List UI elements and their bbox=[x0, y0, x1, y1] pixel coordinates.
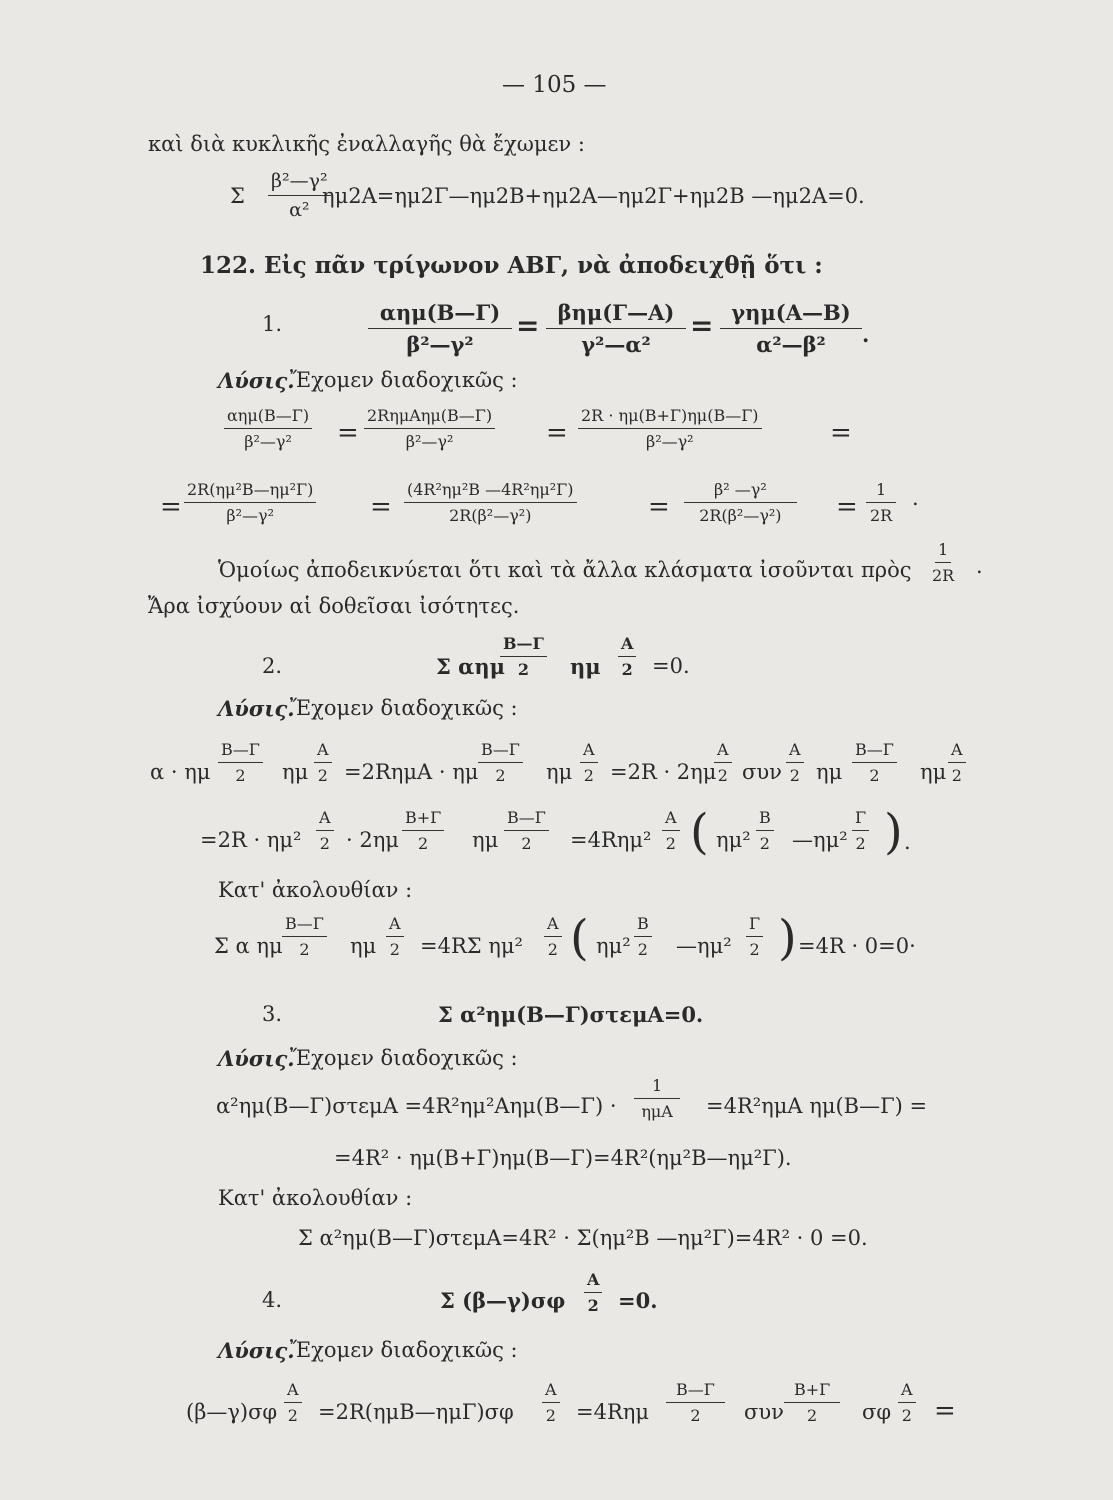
item2-l2-ff-den: 2 bbox=[855, 834, 866, 853]
item2-frac-2 bbox=[618, 634, 636, 679]
item1-s2b-num: (4R²ημ²Β —4R²ημ²Γ) bbox=[404, 480, 577, 503]
item1-s2-eq-1: = bbox=[370, 492, 392, 522]
item2-label: 2. bbox=[262, 654, 283, 678]
item2-l3-fe-num: Γ bbox=[746, 914, 763, 937]
item1-s1-frac-c bbox=[578, 406, 762, 451]
item1-s2-frac-c bbox=[684, 480, 797, 525]
item2-left: Σ αημ bbox=[436, 654, 505, 679]
item2-l3-p2: ημ bbox=[350, 934, 377, 958]
item3-statement: Σ α²ημ(Β—Γ)στεμΑ=0. bbox=[438, 1002, 704, 1027]
item2-l3-fb-num: Α bbox=[386, 914, 404, 937]
item1-s2d-num: 1 bbox=[866, 480, 896, 503]
intro-text: καὶ διὰ κυκλικῆς ἐναλλαγῆς θὰ ἔχωμεν : bbox=[148, 132, 585, 156]
item4-frac bbox=[584, 1270, 602, 1315]
item4-l1-p5: σφ bbox=[862, 1400, 892, 1424]
item2-l2-fa-den: 2 bbox=[319, 834, 330, 853]
item1-fraction-1 bbox=[368, 300, 512, 357]
item2-l2-close-paren: ) bbox=[884, 804, 903, 860]
item3-consequently: Κατ' ἀκολουθίαν : bbox=[218, 1186, 413, 1210]
item4-solution-label: Λύσις. bbox=[218, 1338, 295, 1363]
item2-l3-p3: =4RΣ ημ² bbox=[420, 934, 523, 958]
item2-l1-fe-den: 2 bbox=[717, 766, 728, 785]
item2-l2-p5: ημ² bbox=[716, 828, 751, 852]
item1-sim-frac bbox=[932, 540, 954, 585]
item4-l1-fb-num: Α bbox=[542, 1380, 560, 1403]
item2-l2-open-paren: ( bbox=[690, 804, 709, 860]
item1-s1-frac-a bbox=[224, 406, 312, 451]
item1-s2-frac-d bbox=[866, 480, 896, 525]
item2-solution-label: Λύσις. bbox=[218, 696, 295, 721]
item2-l1-ff-num: Α bbox=[786, 740, 804, 763]
intro-frac-num: β²—γ² bbox=[268, 170, 331, 196]
item2-l3-fb-den: 2 bbox=[389, 940, 400, 959]
item2-l3-fa-num: Β—Γ bbox=[282, 914, 327, 937]
item2-l1-fh-den: 2 bbox=[951, 766, 962, 785]
item2-l2-fb-num: Β+Γ bbox=[402, 808, 444, 831]
item2-l2-p6: —ημ² bbox=[792, 828, 848, 852]
item1-s2d-den: 2R bbox=[869, 506, 893, 525]
item1-f1-num: αημ(Β—Γ) bbox=[368, 300, 512, 329]
item2-f1-den: 2 bbox=[517, 660, 530, 679]
item2-solution-text: Ἔχομεν διαδοχικῶς : bbox=[290, 696, 518, 720]
item3-l1-f-den: ημΑ bbox=[641, 1102, 673, 1121]
item4-l1-fc bbox=[666, 1380, 725, 1425]
item4-l1-fb-den: 2 bbox=[545, 1406, 556, 1425]
item2-l3-fd bbox=[634, 914, 652, 959]
item2-l2-fb-den: 2 bbox=[418, 834, 429, 853]
item4-l1-fe-num: Α bbox=[898, 1380, 916, 1403]
item2-l1-ff-den: 2 bbox=[789, 766, 800, 785]
item2-l1-fe bbox=[714, 740, 732, 785]
item2-l1-fd-num: Α bbox=[580, 740, 598, 763]
intro-sigma: Σ bbox=[230, 184, 245, 208]
item2-l1-fd bbox=[580, 740, 598, 785]
item2-l2-fe bbox=[756, 808, 774, 853]
item2-l1-fh-num: Α bbox=[948, 740, 966, 763]
item2-l1-p6: συν bbox=[742, 760, 782, 784]
item2-l3-fc bbox=[544, 914, 562, 959]
item2-l1-fe-num: Α bbox=[714, 740, 732, 763]
item2-l1-fa-den: 2 bbox=[235, 766, 246, 785]
item2-l2-fb bbox=[402, 808, 444, 853]
item2-l3-p5: —ημ² bbox=[676, 934, 732, 958]
item1-fraction-3 bbox=[720, 300, 862, 357]
item2-l2-fe-den: 2 bbox=[759, 834, 770, 853]
item4-l1-fe bbox=[898, 1380, 916, 1425]
item2-l3-open-paren: ( bbox=[570, 910, 589, 966]
item2-right: =0. bbox=[652, 654, 690, 678]
item2-l2-fc-num: Β—Γ bbox=[504, 808, 549, 831]
item2-l3-p1: Σ α ημ bbox=[214, 934, 283, 958]
item4-l1-fb bbox=[542, 1380, 560, 1425]
item4-l1-fd-den: 2 bbox=[807, 1406, 818, 1425]
item2-l1-fb-den: 2 bbox=[317, 766, 328, 785]
item1-s2-eq-3: = bbox=[836, 492, 858, 522]
item1-label: 1. bbox=[262, 312, 283, 336]
item3-l1-frac bbox=[634, 1076, 680, 1121]
item2-f2-den: 2 bbox=[621, 660, 633, 679]
item1-solution-text: Ἔχομεν διαδοχικῶς : bbox=[290, 368, 518, 392]
item4-l1-fa-den: 2 bbox=[287, 1406, 298, 1425]
item2-f1-num: Β—Γ bbox=[500, 634, 547, 657]
page-number: — 105 — bbox=[502, 72, 607, 98]
item1-s2-end: . bbox=[912, 486, 919, 510]
item2-l1-fb bbox=[314, 740, 332, 785]
intro-frac-den: α² bbox=[289, 199, 310, 221]
item1-s1a-den: β²—γ² bbox=[244, 432, 292, 451]
item1-f3-den: α²—β² bbox=[756, 332, 826, 357]
item4-f-num: Α bbox=[584, 1270, 602, 1293]
item2-l2-fa bbox=[316, 808, 334, 853]
intro-rhs: ημ2Α=ημ2Γ—ημ2Β+ημ2Α—ημ2Γ+ημ2Β —ημ2Α=0. bbox=[322, 184, 865, 208]
item1-s1-eq-3: = bbox=[830, 418, 852, 448]
item1-eq-2: = bbox=[690, 309, 714, 342]
item2-l2-fc bbox=[504, 808, 549, 853]
item4-left: Σ (β—γ)σφ bbox=[440, 1288, 566, 1313]
item2-l3-fe bbox=[746, 914, 763, 959]
item3-l1-right: =4R²ημΑ ημ(Β—Γ) = bbox=[706, 1094, 928, 1118]
item1-s1-frac-b bbox=[364, 406, 495, 451]
item1-end: . bbox=[862, 322, 870, 347]
item2-l3-fd-den: 2 bbox=[637, 940, 648, 959]
item2-l3-fe-den: 2 bbox=[749, 940, 760, 959]
item4-right: =0. bbox=[618, 1288, 658, 1313]
item2-l1-fg-num: Β—Γ bbox=[852, 740, 897, 763]
item4-l1-fc-den: 2 bbox=[690, 1406, 701, 1425]
item2-mid: ημ bbox=[570, 654, 601, 679]
item2-l3-fa bbox=[282, 914, 327, 959]
item1-s1b-den: β²—γ² bbox=[405, 432, 454, 451]
item2-l1-p5: =2R · 2ημ bbox=[610, 760, 717, 784]
item1-f1-den: β²—γ² bbox=[406, 332, 474, 357]
item1-f2-den: γ²—α² bbox=[581, 332, 651, 357]
item1-eq-1: = bbox=[516, 309, 540, 342]
item1-solution-label: Λύσις. bbox=[218, 368, 295, 393]
item2-l1-p4: ημ bbox=[546, 760, 573, 784]
item3-solution-text: Ἔχομεν διαδοχικῶς : bbox=[290, 1046, 518, 1070]
item1-s2a-den: β²—γ² bbox=[226, 506, 274, 525]
item2-l3-end: =4R · 0=0· bbox=[798, 934, 916, 958]
item4-l1-p2: =2R(ημΒ—ημΓ)σφ bbox=[318, 1400, 514, 1424]
item2-l3-fa-den: 2 bbox=[299, 940, 310, 959]
item4-solution-text: Ἔχομεν διαδοχικῶς : bbox=[290, 1338, 518, 1362]
item4-l1-end: = bbox=[934, 1396, 956, 1426]
item1-similarly: Ὁμοίως ἀποδεικνύεται ὅτι καὶ τὰ ἄλλα κλάσματα ἰσοῦνται πρὸς bbox=[218, 558, 912, 582]
item2-l2-ff bbox=[852, 808, 869, 853]
item2-l2-fd-num: Α bbox=[662, 808, 680, 831]
item2-l1-fb-num: Α bbox=[314, 740, 332, 763]
item2-l1-fd-den: 2 bbox=[583, 766, 594, 785]
item2-l2-p4: =4Rημ² bbox=[570, 828, 652, 852]
item2-l1-p3: =2RημΑ · ημ bbox=[344, 760, 479, 784]
item2-l2-fc-den: 2 bbox=[521, 834, 532, 853]
item2-l1-fa bbox=[218, 740, 263, 785]
item1-s1-eq-1: = bbox=[337, 418, 359, 448]
item2-l1-p1: α · ημ bbox=[150, 760, 211, 784]
item1-s2c-den: 2R(β²—γ²) bbox=[699, 506, 782, 525]
item4-l1-fc-num: Β—Γ bbox=[666, 1380, 725, 1403]
item1-fraction-2 bbox=[546, 300, 686, 357]
item3-l3: Σ α²ημ(Β—Γ)στεμΑ=4R² · Σ(ημ²Β —ημ²Γ)=4R² · 0 =0. bbox=[298, 1226, 868, 1250]
item4-l1-p4: συν bbox=[744, 1400, 784, 1424]
item2-l3-fc-num: Α bbox=[544, 914, 562, 937]
item1-s2b-den: 2R(β²—γ²) bbox=[449, 506, 532, 525]
item2-l1-fg bbox=[852, 740, 897, 785]
item2-l1-p7: ημ bbox=[816, 760, 843, 784]
item2-l3-fb bbox=[386, 914, 404, 959]
item3-solution-label: Λύσις. bbox=[218, 1046, 295, 1071]
item4-f-den: 2 bbox=[587, 1296, 599, 1315]
item2-l3-close-paren: ) bbox=[778, 910, 797, 966]
item4-l1-p3: =4Rημ bbox=[576, 1400, 649, 1424]
item2-consequently: Κατ' ἀκολουθίαν : bbox=[218, 878, 413, 902]
item1-sim-num: 1 bbox=[935, 540, 951, 563]
item2-l2-fa-num: Α bbox=[316, 808, 334, 831]
item1-sim-den: 2R bbox=[932, 566, 955, 585]
item4-label: 4. bbox=[262, 1288, 283, 1312]
item1-s2a-num: 2R(ημ²Β—ημ²Γ) bbox=[184, 480, 316, 503]
item4-l1-fd-num: Β+Γ bbox=[784, 1380, 840, 1403]
item2-l2-fd bbox=[662, 808, 680, 853]
item2-l2-p3: ημ bbox=[472, 828, 499, 852]
item1-s2-eq-0: = bbox=[160, 492, 182, 522]
item2-l1-fg-den: 2 bbox=[869, 766, 880, 785]
item1-s1-eq-2: = bbox=[546, 418, 568, 448]
item2-l3-fc-den: 2 bbox=[547, 940, 558, 959]
item4-l1-p1: (β—γ)σφ bbox=[186, 1400, 278, 1424]
item2-l1-p2: ημ bbox=[282, 760, 309, 784]
item2-l1-fc bbox=[478, 740, 523, 785]
item1-s1c-den: β²—γ² bbox=[645, 432, 694, 451]
item2-frac-1 bbox=[500, 634, 547, 679]
item1-f3-num: γημ(Α—Β) bbox=[720, 300, 862, 329]
item2-l1-fh bbox=[948, 740, 966, 785]
item1-s2-frac-a bbox=[184, 480, 316, 525]
item4-l1-fd bbox=[784, 1380, 840, 1425]
item2-l2-p2: · 2ημ bbox=[346, 828, 399, 852]
item1-s2c-num: β² —γ² bbox=[684, 480, 797, 503]
item1-sim-end: . bbox=[976, 554, 983, 578]
item1-s1c-num: 2R · ημ(Β+Γ)ημ(Β—Γ) bbox=[578, 406, 762, 429]
item4-l1-fe-den: 2 bbox=[901, 1406, 912, 1425]
item3-l1-f-num: 1 bbox=[634, 1076, 680, 1099]
item3-l1-left: α²ημ(Β—Γ)στεμΑ =4R²ημ²Αημ(Β—Γ) · bbox=[216, 1094, 617, 1118]
item1-s2-frac-b bbox=[404, 480, 577, 525]
item2-l1-fa-num: Β—Γ bbox=[218, 740, 263, 763]
item1-s2-eq-2: = bbox=[648, 492, 670, 522]
item2-l1-ff bbox=[786, 740, 804, 785]
item1-s1a-num: αημ(Β—Γ) bbox=[224, 406, 312, 429]
item2-l1-p8: ημ bbox=[920, 760, 947, 784]
item2-l3-p4: ημ² bbox=[596, 934, 631, 958]
item2-l2-p1: =2R · ημ² bbox=[200, 828, 302, 852]
problem-heading: 122. Εἰς πᾶν τρίγωνον ΑΒΓ, νὰ ἀποδειχθῇ ὅτι : bbox=[200, 252, 823, 279]
item2-f2-num: Α bbox=[618, 634, 636, 657]
item2-l1-fc-num: Β—Γ bbox=[478, 740, 523, 763]
item2-l1-fc-den: 2 bbox=[495, 766, 506, 785]
item1-therefore: Ἄρα ἰσχύουν αἱ δοθεῖσαι ἰσότητες. bbox=[148, 594, 520, 618]
item2-l2-ff-num: Γ bbox=[852, 808, 869, 831]
item3-l2: =4R² · ημ(Β+Γ)ημ(Β—Γ)=4R²(ημ²Β—ημ²Γ). bbox=[334, 1146, 792, 1170]
item4-l1-fa-num: Α bbox=[284, 1380, 302, 1403]
item2-l2-fd-den: 2 bbox=[665, 834, 676, 853]
item1-f2-num: βημ(Γ—Α) bbox=[546, 300, 686, 329]
item1-s1b-num: 2RημΑημ(Β—Γ) bbox=[364, 406, 495, 429]
item2-l3-fd-num: Β bbox=[634, 914, 652, 937]
item2-l2-end: . bbox=[904, 830, 911, 854]
item3-label: 3. bbox=[262, 1002, 283, 1026]
item4-l1-fa bbox=[284, 1380, 302, 1425]
item2-l2-fe-num: Β bbox=[756, 808, 774, 831]
